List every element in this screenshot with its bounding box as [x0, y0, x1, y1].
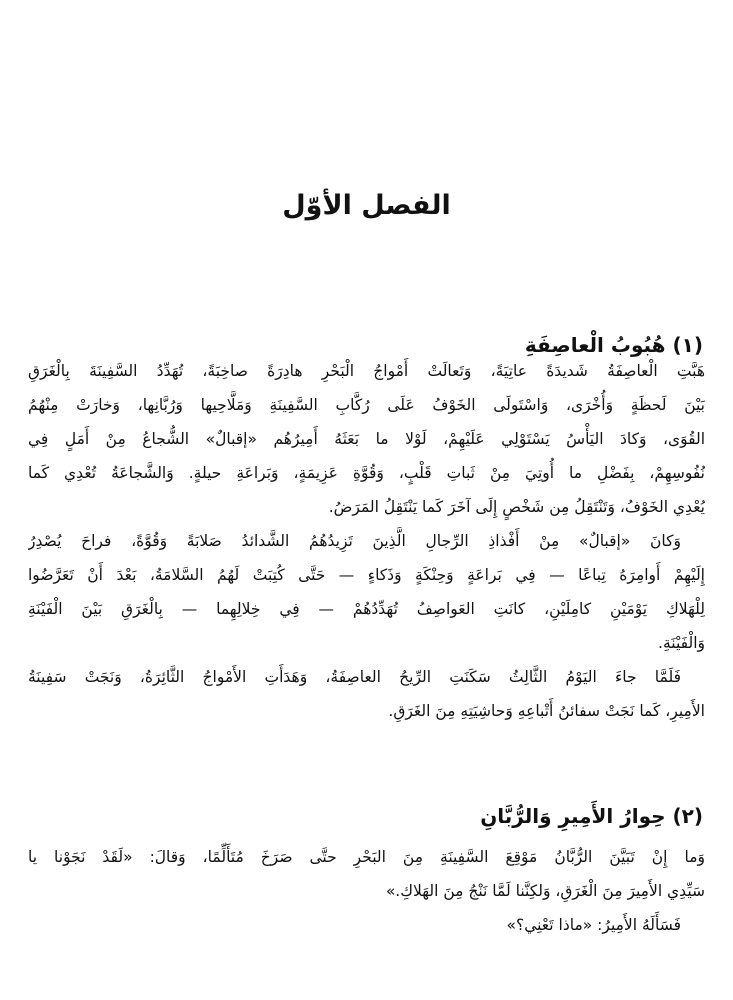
text-line: سَيِّدِي الأَمِيرَ مِنَ الْغَرَقِ، وَلكِنَّنا لَمَّا نَنْجُ مِنَ الهَلاكِ.»: [385, 882, 705, 900]
text-line: وَالْفَيْنَةِ.: [658, 634, 705, 652]
text-line: لِلْهَلاكِ يَوْمَيْنِ كامِلَيْنِ، كانَتِ العَواصِفُ تُهَدِّدُهُمْ — فِي خِلالِهِما — بِالْغَرَقِ بَيْنَ الْفَيْنَةِ: [28, 600, 705, 618]
paragraph: [28, 354, 705, 524]
section-body-dialogue: [28, 840, 705, 942]
text-line: الأَمِيرِ، كَما نَجَتْ سفائنُ أَتْباعِهِ وَحاشِيَتِهِ مِنَ الغَرَقِ.: [388, 702, 705, 720]
text-line: بَيْنَ لَحظَةٍ وَأُخْرَى، وَاسْتَولَى الخَوْفُ عَلَى رُكَّابِ السَّفِينَةِ وَمَلَّاحِيها وَرُبَّانِها، وَخارَتْ مِنْهُمُ: [28, 396, 705, 414]
text-line: يُعْدِي الخَوْفُ، وَتَنْتَقِلُ مِن شَخْصٍ إِلَى آخَرَ كَما يَنْتَقِلُ المَرَضُ.: [328, 498, 705, 516]
text-line: نُفُوسِهِمْ، بِفَضْلِ ما أُوتِيَ مِنْ ثَباتِ قَلْبٍ، وَقُوَّةِ عَزِيمَةٍ، وَبَراعَةِ حيلةٍ. وَالشَّجاعَةُ تُعْدِي كَما: [28, 464, 705, 482]
chapter-title: الفصل الأوّل: [282, 190, 451, 222]
paragraph: [28, 524, 705, 660]
text-line: هَبَّتِ الْعاصِفَةُ شَديدَةً عاتِيَةً، وَتَعالَتْ أَمْواجُ الْبَحْرِ هادِرَةً صاخِبَةً، تُهَدِّدُ السَّفِينَةَ بِالْغَرَقِ: [28, 362, 705, 380]
text-line: فَلَمَّا جاءَ اليَوْمُ الثَّالِثُ سَكَنَتِ الرِّيحُ العاصِفَةُ، وَهَدَأَتِ الأَمْواجُ الثَّائِرَةُ، وَنَجَتْ سَفِينَةُ: [28, 668, 681, 686]
paragraph: [28, 840, 705, 908]
section-body-storm: [28, 354, 705, 728]
section-heading-dialogue: (٢) حِوارُ الأَمِيرِ وَالرُّبَّانِ: [480, 803, 703, 828]
paragraph: [28, 660, 705, 728]
text-line: وَكانَ «إقبالٌ» مِنْ أَفْذاذِ الرِّجالِ الَّذِينَ تَزِيدُهُمُ الشَّدائدُ صَلابَةً وَقُوَّةً، فراحَ يُصْدِرُ: [28, 532, 681, 550]
paragraph: [28, 908, 705, 942]
section-heading-storm: (١) هُبُوبُ الْعاصِفَةِ: [524, 332, 703, 357]
text-line: وَما إِنْ تَبَيَّنَ الرُّبَّانُ مَوْقِعَ السَّفِينَةِ مِنَ البَحْرِ حتَّى صَرَخَ مُتَأَلِّمًا، وَقالَ: «لَقَدْ نَجَوْنا يا: [28, 848, 705, 866]
text-line: فَسَأَلَهُ الأَمِيرُ: «ماذا تَعْنِي؟»: [506, 916, 681, 934]
text-line: القُوَى، وَكادَ اليَأْسُ يَسْتَوْلِي عَلَيْهِمْ، لَوْلا ما بَعَثَهُ أَمِيرُهُم «إقبالٌ» الشُّجاعُ مِنْ أَمَلٍ فِي: [28, 430, 705, 448]
text-line: إِلَيْهِمْ أَوامِرَهُ تِباعًا — فِي بَراعَةٍ وَحِنْكَةٍ وَذَكاءٍ — حَتَّى كُتِبَتْ لَهُمُ السَّلامَةُ، بَعْدَ أَنْ تَعَرَّضُوا: [28, 566, 705, 584]
